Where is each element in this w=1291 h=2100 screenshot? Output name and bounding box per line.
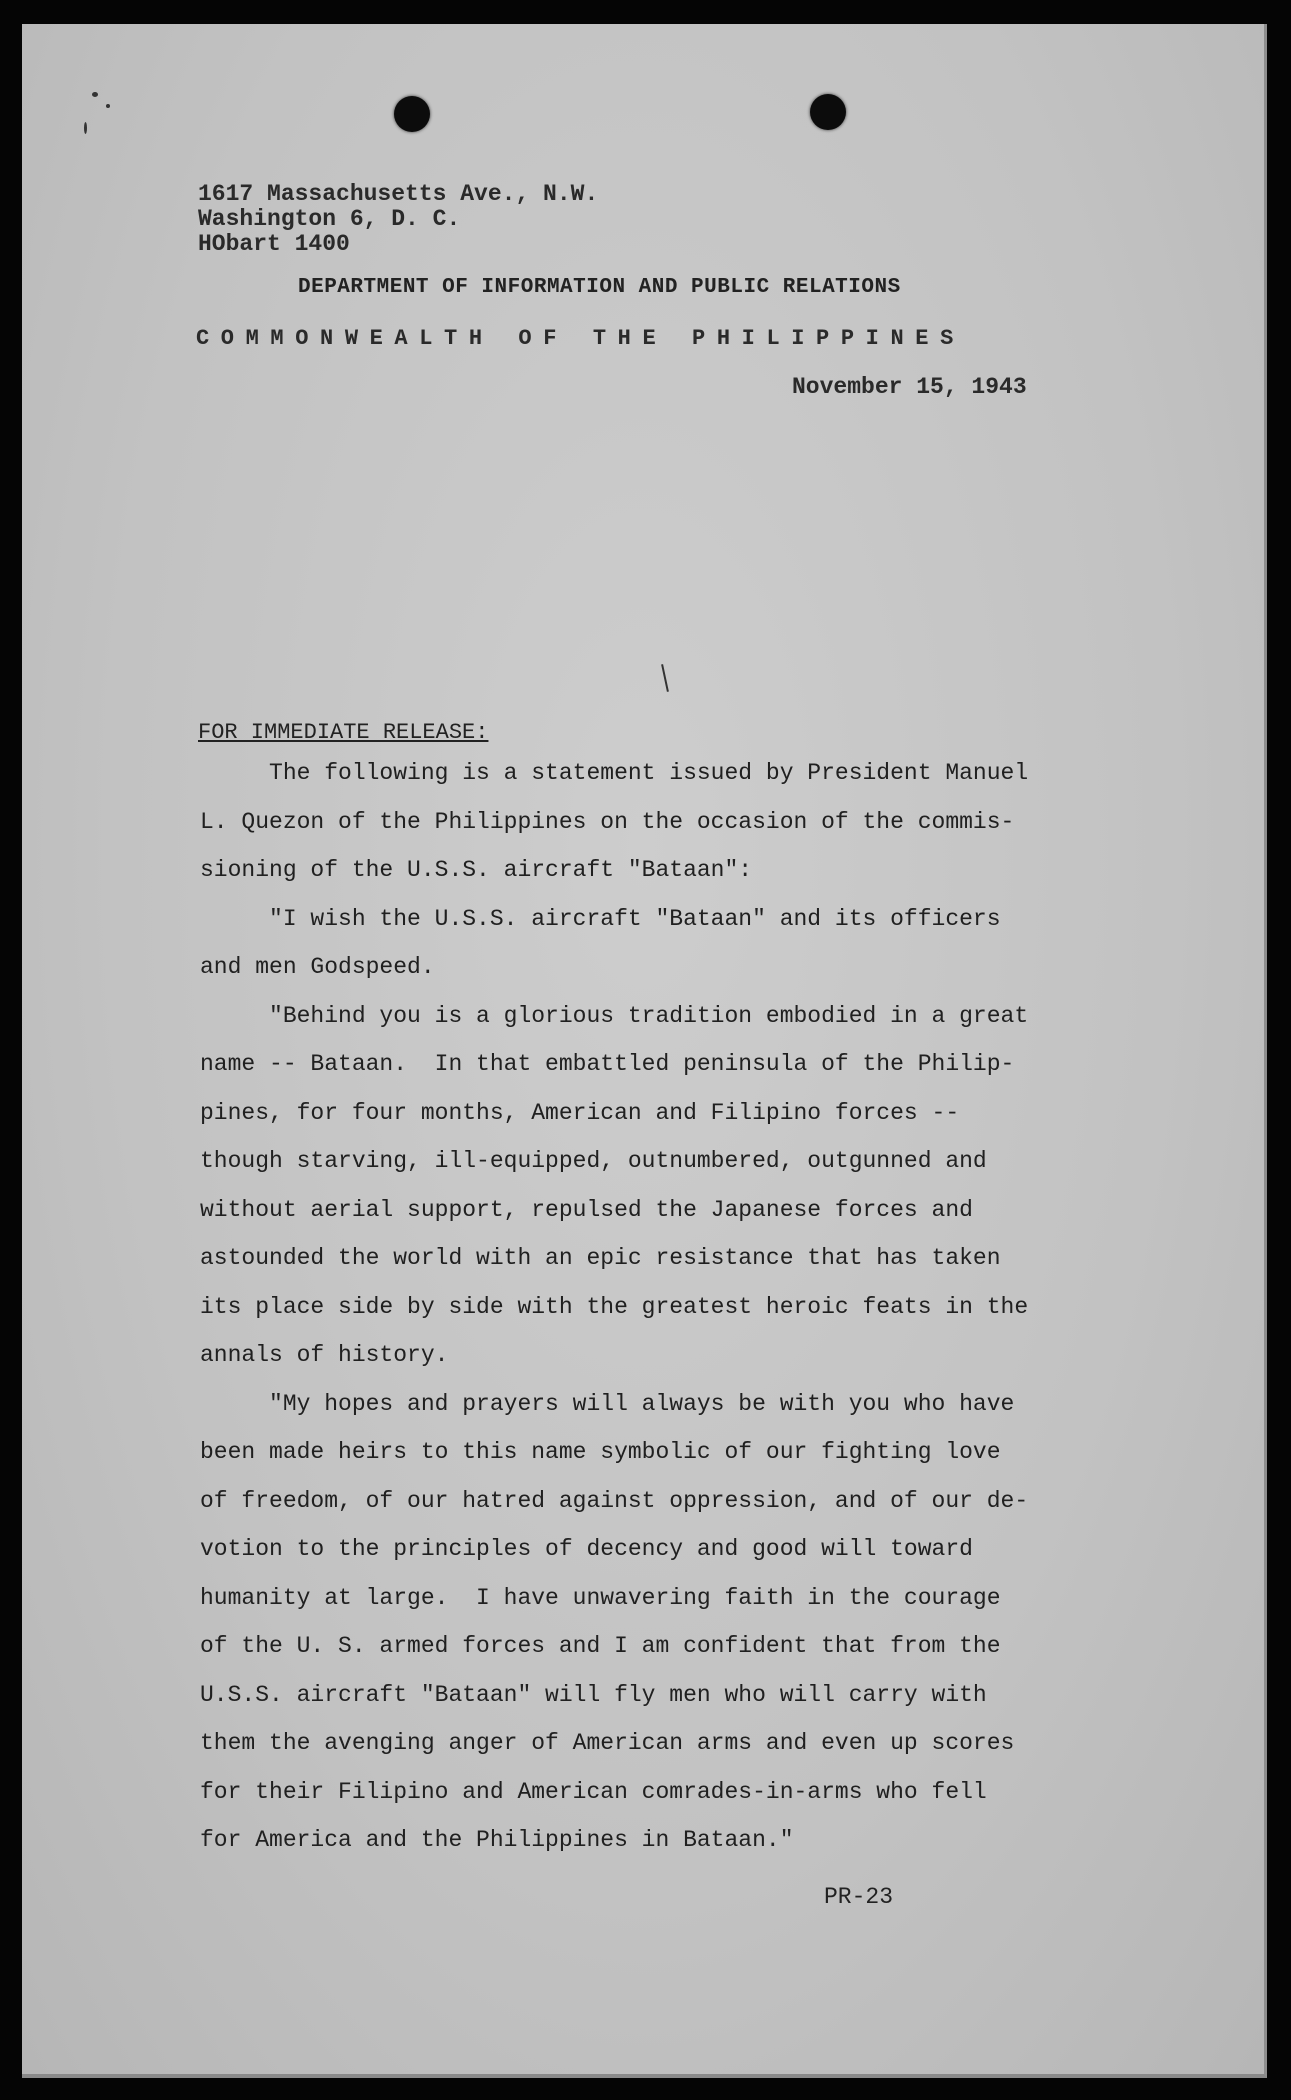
body-line: annals of history. [200, 1342, 449, 1368]
body-line: "I wish the U.S.S. aircraft "Bataan" and its officers [200, 905, 1001, 932]
commonwealth-heading: COMMONWEALTH OF THE PHILIPPINES [196, 326, 965, 351]
body-line: The following is a statement issued by President Manuel [200, 760, 1029, 786]
address-line: HObart 1400 [198, 231, 350, 257]
body-line: U.S.S. aircraft "Bataan" will fly men who will carry with [200, 1681, 987, 1708]
document-page [22, 24, 1267, 2078]
body-line: humanity at large. I have unwavering faith in the courage [200, 1584, 1001, 1611]
punch-hole [810, 94, 846, 130]
return-address [198, 182, 598, 257]
address-line: 1617 Massachusetts Ave., N.W. [198, 181, 599, 207]
speck [92, 92, 98, 97]
document-date: November 15, 1943 [792, 374, 1027, 400]
release-label: FOR IMMEDIATE RELEASE: [198, 720, 489, 745]
statement-body [200, 760, 1120, 1876]
speck [106, 104, 110, 108]
body-line: pines, for four months, American and Filipino forces -- [200, 1099, 960, 1126]
speck [84, 122, 87, 134]
body-line: and men Godspeed. [200, 954, 435, 980]
body-line: been made heirs to this name symbolic of our fighting love [200, 1439, 1001, 1465]
document-code: PR-23 [824, 1884, 894, 1910]
body-line: astounded the world with an epic resistance that has taken [200, 1245, 1001, 1271]
body-line: name -- Bataan. In that embattled peninsula of the Philip- [200, 1051, 1015, 1077]
body-line: of the U. S. armed forces and I am confident that from the [200, 1633, 1001, 1659]
department-heading: DEPARTMENT OF INFORMATION AND PUBLIC RELATIONS [298, 276, 901, 299]
body-line: though starving, ill-equipped, outnumbered, outgunned and [200, 1148, 987, 1174]
body-line: for America and the Philippines in Bataan." [200, 1827, 794, 1853]
body-line: sioning of the U.S.S. aircraft "Bataan": [200, 857, 753, 883]
body-line: for their Filipino and American comrades-in-arms who fell [200, 1778, 987, 1805]
body-line: "Behind you is a glorious tradition embodied in a great [200, 1002, 1029, 1029]
body-line: them the avenging anger of American arms and even up scores [200, 1730, 1015, 1756]
pen-mark [661, 664, 669, 692]
body-line: its place side by side with the greatest heroic feats in the [200, 1293, 1029, 1320]
body-line: "My hopes and prayers will always be with you who have [200, 1390, 1015, 1417]
body-line: L. Quezon of the Philippines on the occasion of the commis- [200, 808, 1015, 835]
punch-hole [394, 96, 430, 132]
address-line: Washington 6, D. C. [198, 206, 461, 232]
body-line: without aerial support, repulsed the Japanese forces and [200, 1196, 973, 1223]
body-line: of freedom, of our hatred against oppression, and of our de- [200, 1487, 1029, 1514]
body-line: votion to the principles of decency and good will toward [200, 1536, 973, 1562]
